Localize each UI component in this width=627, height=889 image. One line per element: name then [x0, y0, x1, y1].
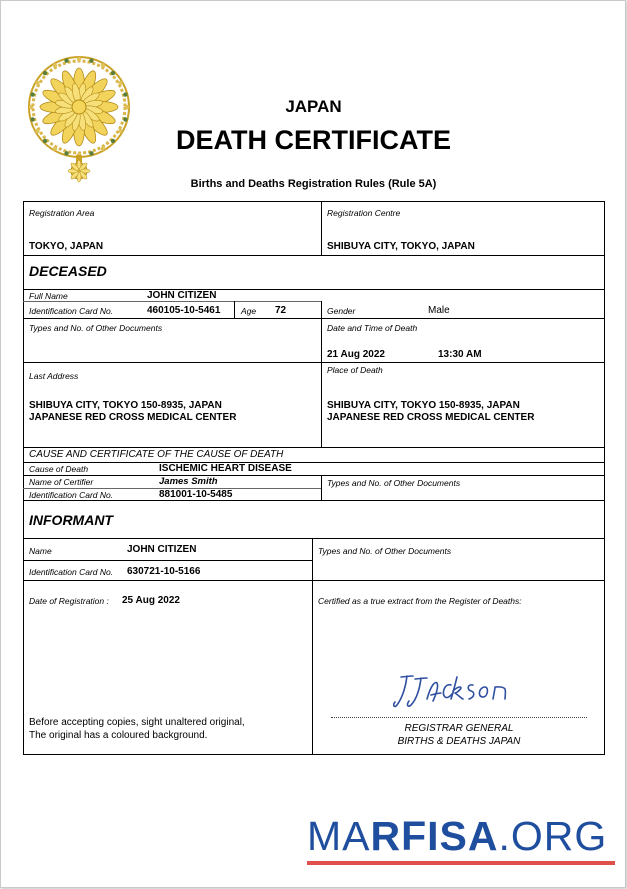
- gender-value: Male: [428, 305, 450, 316]
- rules-subtitle: Births and Deaths Registration Rules (Rule 5A): [190, 178, 437, 190]
- registration-centre-label: Registration Centre: [327, 208, 401, 218]
- deceased-id-value: 460105-10-5461: [147, 305, 221, 316]
- cause-heading: CAUSE AND CERTIFICATE OF THE CAUSE OF DEATH: [29, 449, 284, 460]
- logo-highlight: RFISA: [370, 813, 499, 859]
- cause-of-death-value: ISCHEMIC HEART DISEASE: [159, 463, 292, 474]
- last-address-line2: JAPANESE RED CROSS MEDICAL CENTER: [29, 412, 237, 423]
- registration-area-value: TOKYO, JAPAN: [29, 241, 104, 252]
- informant-name-label: Name: [29, 546, 52, 556]
- logo-prefix: MA: [307, 813, 371, 859]
- place-of-death-line2: JAPANESE RED CROSS MEDICAL CENTER: [327, 412, 535, 423]
- registration-date-label: Date of Registration :: [29, 596, 109, 606]
- marfisa-logo: [307, 813, 607, 860]
- original-note-line1: Before accepting copies, sight unaltered original,: [29, 717, 245, 728]
- registrar-title: REGISTRAR GENERAL: [404, 723, 514, 734]
- certifier-id-value: 881001-10-5485: [159, 489, 233, 500]
- chrysanthemum-seal-icon: [25, 55, 133, 183]
- place-of-death-label: Place of Death: [327, 365, 383, 375]
- cause-other-docs-label: Types and No. of Other Documents: [327, 478, 461, 488]
- certifier-name-label: Name of Certifier: [29, 477, 94, 487]
- gender-label: Gender: [327, 306, 356, 316]
- registration-date-value: 25 Aug 2022: [122, 595, 180, 606]
- cause-of-death-label: Cause of Death: [29, 464, 89, 474]
- death-date-value: 21 Aug 2022: [327, 349, 385, 360]
- full-name-label: Full Name: [29, 291, 68, 301]
- last-address-line1: SHIBUYA CITY, TOKYO 150-8935, JAPAN: [29, 400, 222, 411]
- informant-heading: INFORMANT: [29, 512, 113, 528]
- deceased-heading: DECEASED: [29, 263, 107, 279]
- deceased-id-label: Identification Card No.: [29, 306, 114, 316]
- informant-id-label: Identification Card No.: [29, 567, 114, 577]
- informant-id-value: 630721-10-5166: [127, 566, 201, 577]
- signature-line: [331, 717, 587, 718]
- original-note-line2: The original has a coloured background.: [29, 730, 208, 741]
- document-title: DEATH CERTIFICATE: [176, 125, 451, 155]
- registrar-signature: [393, 671, 523, 713]
- certifier-name-value: James Smith: [159, 476, 218, 487]
- death-datetime-label: Date and Time of Death: [327, 323, 418, 333]
- country-title: JAPAN: [285, 97, 342, 116]
- death-time-value: 13:30 AM: [438, 349, 482, 360]
- certified-extract-text: Certified as a true extract from the Register of Deaths:: [318, 596, 522, 606]
- registrar-office: BIRTHS & DEATHS JAPAN: [397, 736, 521, 747]
- age-label: Age: [241, 306, 257, 316]
- place-of-death-line1: SHIBUYA CITY, TOKYO 150-8935, JAPAN: [327, 400, 520, 411]
- logo-suffix: .ORG: [498, 813, 608, 859]
- certifier-id-label: Identification Card No.: [29, 490, 114, 500]
- registration-area-label: Registration Area: [29, 208, 95, 218]
- last-address-label: Last Address: [29, 371, 79, 381]
- age-value: 72: [275, 305, 287, 316]
- deceased-other-docs-label: Types and No. of Other Documents: [29, 323, 163, 333]
- registration-box: [23, 201, 605, 256]
- logo-underline: [307, 861, 615, 865]
- full-name-value: JOHN CITIZEN: [147, 290, 217, 301]
- registration-centre-value: SHIBUYA CITY, TOKYO, JAPAN: [327, 241, 475, 252]
- deceased-heading-box: [23, 255, 605, 290]
- informant-other-docs-label: Types and No. of Other Documents: [318, 546, 452, 556]
- informant-name-value: JOHN CITIZEN: [127, 544, 197, 555]
